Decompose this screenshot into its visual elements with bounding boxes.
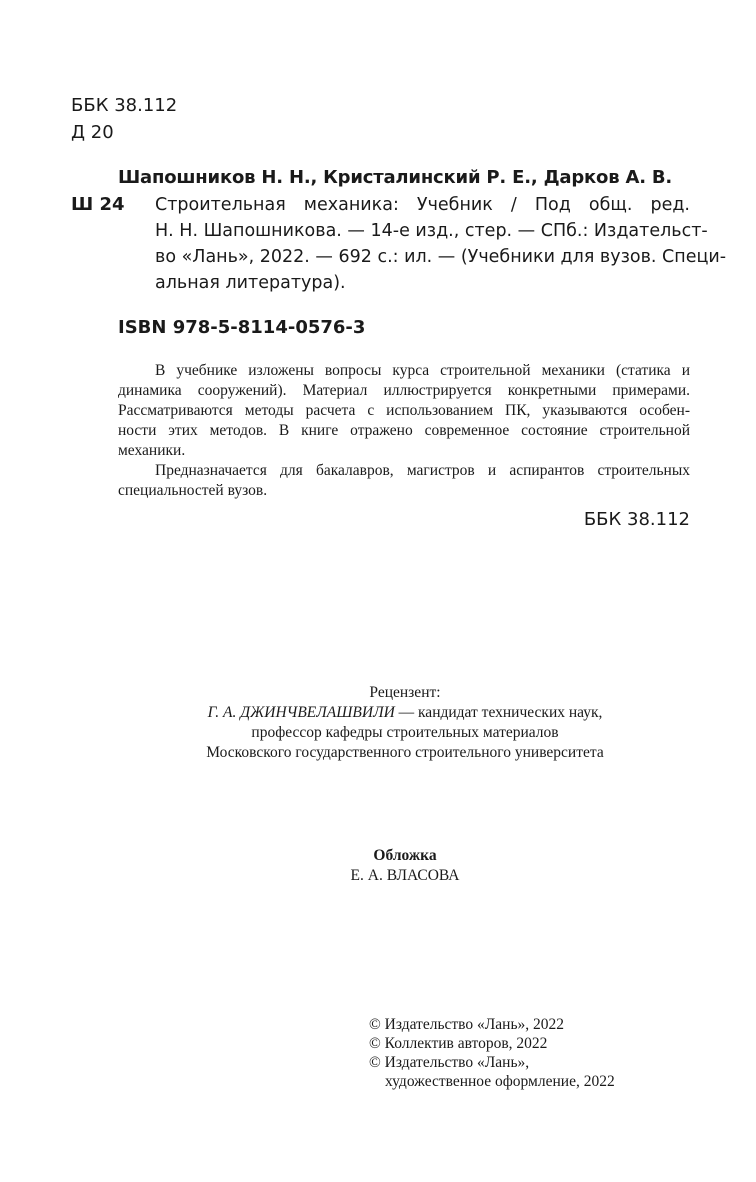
reviewer-label: Рецензент: [369,684,441,701]
bibliographic-description [155,192,727,296]
author-mark: Д 20 [71,122,114,143]
bbk-header [71,92,177,146]
reviewer-line-2: профессор кафедры строительных материалов [251,724,559,741]
copyright-line: © Издательство «Лань», [369,1054,530,1071]
copyright-line: © Издательство «Лань», 2022 [369,1016,565,1033]
description-line: во «Лань», 2022. — 692 с.: ил. — (Учебники для вузов. Специ- [155,247,727,267]
cover-designer: Е. А. ВЛАСОВА [350,867,460,884]
reviewer-block [0,683,756,763]
annotation-line: специальностей вузов. [118,482,268,499]
annotation-line: механики. [118,442,186,459]
reviewer-degree: — кандидат технических наук, [394,704,603,721]
description-line: альная литература). [155,273,346,293]
annotation-line: ности этих методов. В книге отражено современное состояние строительной [118,422,690,439]
copyright-line: © Коллектив авторов, 2022 [369,1035,548,1052]
description-line: Строительная механика: Учебник / Под общ. ред. [155,195,690,215]
reviewer-line-1 [0,703,756,723]
author-code: Ш 24 [71,194,125,215]
bbk-code: ББК 38.112 [71,95,178,116]
bbk-code-bottom: ББК 38.112 [583,509,690,530]
reviewer-line-3: Московского государственного строительного университета [206,744,604,761]
annotation-line: Рассматриваются методы расчета с использованием ПК, указываются особен- [118,402,690,419]
cover-block [0,846,756,886]
reviewer-name: Г. А. ДЖИНЧВЕЛАШВИЛИ [207,704,395,721]
annotation-line: Предназначается для бакалавров, магистров и аспирантов строительных [155,462,690,479]
cover-label: Обложка [373,847,437,864]
copyright-line: художественное оформление, 2022 [385,1073,615,1090]
book-authors: Шапошников Н. Н., Кристалинский Р. Е., Дарков А. В. [118,167,673,188]
description-line: Н. Н. Шапошникова. — 14-е изд., стер. — СПб.: Издательст- [155,221,708,241]
copyright-block [369,1015,615,1091]
annotation-line: В учебнике изложены вопросы курса строительной механики (статика и [155,362,690,379]
annotation [118,361,690,501]
isbn: ISBN 978-5-8114-0576-3 [118,317,366,338]
annotation-line: динамика сооружений). Материал иллюстрируется конкретными примерами. [118,382,690,399]
